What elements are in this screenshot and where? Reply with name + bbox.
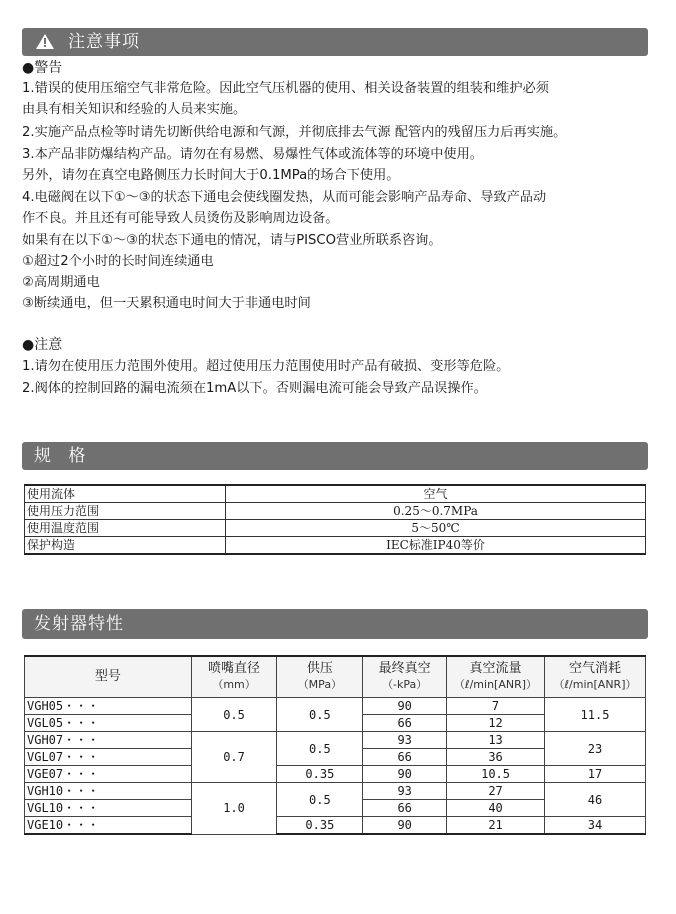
cell-flow: 36 xyxy=(447,749,545,766)
warning-triangle-icon xyxy=(36,34,54,49)
col-header-vacuum: 最终真空 （-kPa） xyxy=(363,656,447,698)
table-row xyxy=(25,698,646,715)
cell-vacuum: 66 xyxy=(363,715,447,732)
cell-air: 34 xyxy=(545,817,646,835)
spec-key: 使用流体 xyxy=(25,485,226,503)
caution-section-header xyxy=(22,28,648,56)
table-row xyxy=(25,503,646,520)
cell-model: VGH05・・・ xyxy=(25,698,192,715)
table-row xyxy=(25,817,646,835)
spec-key: 保护构造 xyxy=(25,537,226,555)
cell-supply: 0.35 xyxy=(277,817,363,835)
cell-model: VGH07・・・ xyxy=(25,732,192,749)
cell-nozzle: 0.7 xyxy=(191,732,277,783)
cell-nozzle: 1.0 xyxy=(191,783,277,835)
warning-heading: ●警告 xyxy=(22,60,63,76)
warning-line: ①超过2个小时的长时间连续通电 xyxy=(22,254,214,269)
warning-line: 由具有相关知识和经验的人员来实施。 xyxy=(22,102,247,117)
table-row xyxy=(25,766,646,783)
cell-flow: 27 xyxy=(447,783,545,800)
cell-air: 11.5 xyxy=(545,698,646,732)
cell-flow: 21 xyxy=(447,817,545,835)
spec-key: 使用压力范围 xyxy=(25,503,226,520)
table-row xyxy=(25,537,646,555)
cell-vacuum: 90 xyxy=(363,766,447,783)
col-header-air: 空气消耗 （ℓ/min[ANR]） xyxy=(545,656,646,698)
table-header-row xyxy=(25,656,646,698)
cell-flow: 40 xyxy=(447,800,545,817)
caution-heading: ●注意 xyxy=(22,337,63,353)
table-row xyxy=(25,485,646,503)
warning-line: 作不良。并且还有可能导致人员烫伤及影响周边设备。 xyxy=(22,211,339,226)
cell-air: 23 xyxy=(545,732,646,766)
cell-flow: 12 xyxy=(447,715,545,732)
warning-line: 2.实施产品点检等时请先切断供给电源和气源，并彻底排去气源 配管内的残留压力后再实施。 xyxy=(22,125,567,140)
spec-key: 使用温度范围 xyxy=(25,520,226,537)
cell-vacuum: 93 xyxy=(363,732,447,749)
caution-line: 2.阀体的控制回路的漏电流须在1mA以下。否则漏电流可能会导致产品误操作。 xyxy=(22,381,487,396)
cell-supply: 0.35 xyxy=(277,766,363,783)
col-header-nozzle: 喷嘴直径 （mm） xyxy=(191,656,277,698)
section-title: 注意事项 xyxy=(68,32,140,52)
table-row xyxy=(25,783,646,800)
caution-line: 1.请勿在使用压力范围外使用。超过使用压力范围使用时产品有破损、变形等危险。 xyxy=(22,359,510,374)
cell-air: 46 xyxy=(545,783,646,817)
warning-line: ②高周期通电 xyxy=(22,275,100,290)
warning-line: 3.本产品非防爆结构产品。请勿在有易燃、易爆性气体或流体等的环境中使用。 xyxy=(22,147,483,162)
warning-line: 如果有在以下①～③的状态下通电的情况，请与PISCO营业所联系咨询。 xyxy=(22,233,442,248)
cell-vacuum: 66 xyxy=(363,749,447,766)
warning-line: 4.电磁阀在以下①～③的状态下通电会使线圈发热，从而可能会影响产品寿命、导致产品动 xyxy=(22,190,547,205)
cell-flow: 7 xyxy=(447,698,545,715)
table-row xyxy=(25,732,646,749)
spec-value: 空气 xyxy=(226,485,646,503)
cell-air: 17 xyxy=(545,766,646,783)
cell-vacuum: 93 xyxy=(363,783,447,800)
cell-flow: 13 xyxy=(447,732,545,749)
cell-model: VGE10・・・ xyxy=(25,817,192,835)
spec-value: 0.25～0.7MPa xyxy=(226,503,646,520)
cell-model: VGL10・・・ xyxy=(25,800,192,817)
col-header-flow: 真空流量 （ℓ/min[ANR]） xyxy=(447,656,545,698)
spec-section-header xyxy=(22,442,648,470)
cell-vacuum: 90 xyxy=(363,817,447,835)
spec-value: IEC标准IP40等价 xyxy=(226,537,646,555)
cell-model: VGE07・・・ xyxy=(25,766,192,783)
cell-supply: 0.5 xyxy=(277,732,363,766)
warning-line: 1.错误的使用压缩空气非常危险。因此空气压机器的使用、相关设备装置的组装和维护必须 xyxy=(22,81,549,96)
cell-model: VGL05・・・ xyxy=(25,715,192,732)
warning-line: 另外，请勿在真空电路侧压力长时间大于0.1MPa的场合下使用。 xyxy=(22,168,400,183)
ejector-section-header xyxy=(22,609,648,639)
warning-line: ③断续通电，但一天累积通电时间大于非通电时间 xyxy=(22,296,311,311)
cell-model: VGL07・・・ xyxy=(25,749,192,766)
spec-table xyxy=(24,484,646,555)
section-title: 规 格 xyxy=(34,446,92,466)
col-header-supply: 供压 （MPa） xyxy=(277,656,363,698)
table-row xyxy=(25,520,646,537)
cell-model: VGH10・・・ xyxy=(25,783,192,800)
cell-flow: 10.5 xyxy=(447,766,545,783)
spec-value: 5～50℃ xyxy=(226,520,646,537)
section-title: 发射器特性 xyxy=(34,614,124,634)
cell-vacuum: 66 xyxy=(363,800,447,817)
col-header-model: 型号 xyxy=(25,656,192,698)
cell-nozzle: 0.5 xyxy=(191,698,277,732)
cell-vacuum: 90 xyxy=(363,698,447,715)
ejector-table xyxy=(24,655,646,835)
cell-supply: 0.5 xyxy=(277,698,363,732)
cell-supply: 0.5 xyxy=(277,783,363,817)
